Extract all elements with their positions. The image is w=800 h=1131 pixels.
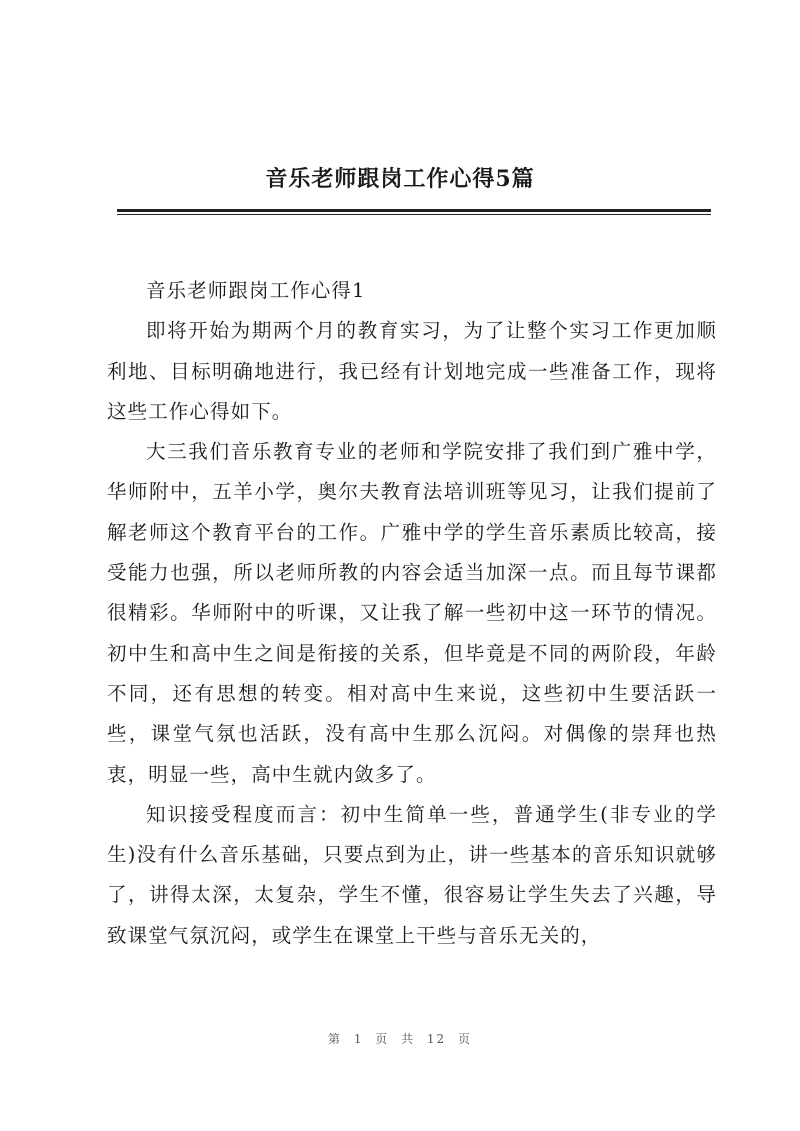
- paragraph-1: 即将开始为期两个月的教育实习，为了让整个实习工作更加顺利地、目标明确地进行，我已经有计划地完成一些准备工作，现将这些工作心得如下。: [107, 319, 717, 423]
- paragraph-3: 知识接受程度而言：初中生简单一些，普通学生(非专业的学生)没有什么音乐基础，只要点到为止，讲一些基本的音乐知识就够了，讲得太深，太复杂，学生不懂，很容易让学生失去了兴趣，导致课堂气氛沉闷，或学生在课堂上干些与音乐无关的，: [107, 802, 717, 947]
- section-heading: 音乐老师跟岗工作心得1: [146, 279, 366, 302]
- page-footer: 第 1 页 共 12 页: [328, 1032, 472, 1046]
- paragraph-2: 大三我们音乐教育专业的老师和学院安排了我们到广雅中学，华师附中，五羊小学，奥尔夫教育法培训班等见习，让我们提前了解老师这个教育平台的工作。广雅中学的学生音乐素质比较高，接受能力也强，所以老师所教的内容会适当加深一点。而且每节课都很精彩。华师附中的听课，又让我了解一些初中这一环节的情况。初中生和高中生之间是衔接的关系，但毕竟是不同的两阶段，年龄不同，还有思想的转变。相对高中生来说，这些初中生要活跃一些，课堂气氛也活跃，没有高中生那么沉闷。对偶像的崇拜也热衷，明显一些，高中生就内敛多了。: [107, 440, 717, 786]
- title-divider-thin: [117, 214, 711, 215]
- title-divider: [117, 209, 711, 212]
- document-body: [107, 271, 717, 956]
- page-title: 音乐老师跟岗工作心得5篇: [265, 166, 535, 192]
